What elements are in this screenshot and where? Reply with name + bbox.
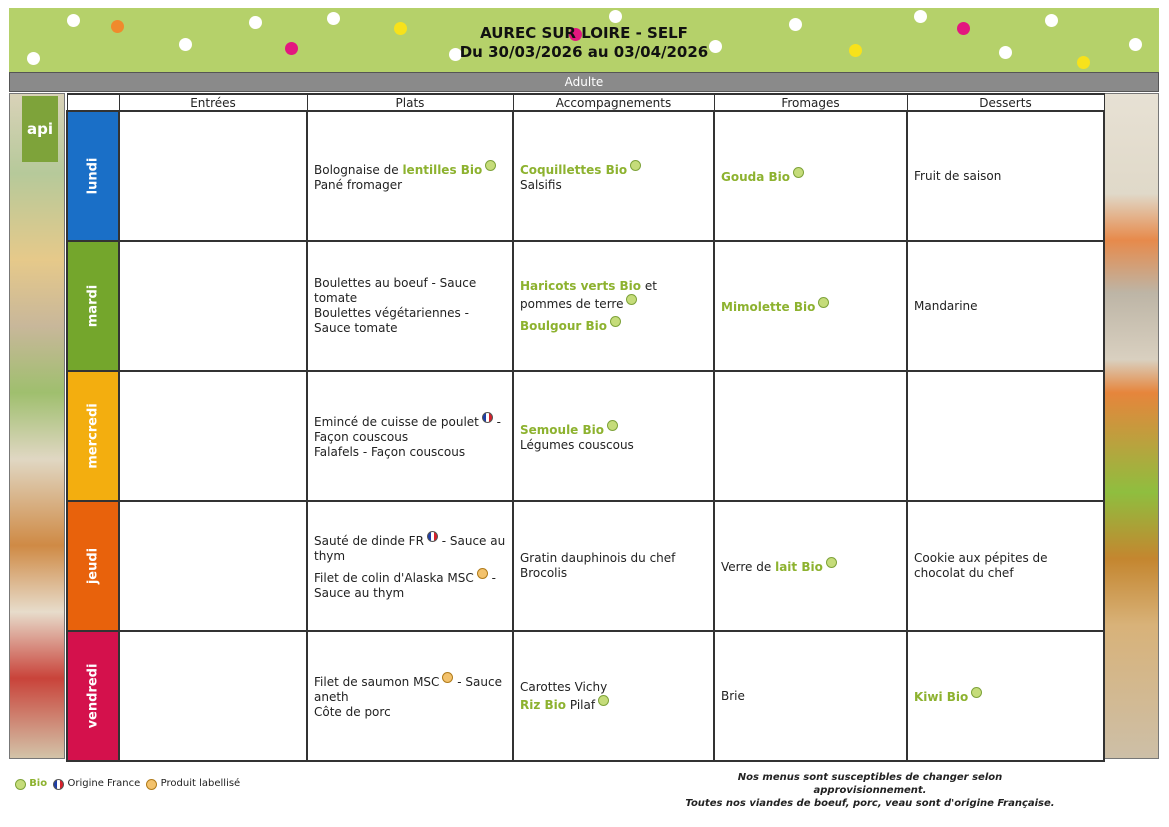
header-entrees: Entrées	[119, 94, 307, 111]
label-icon	[146, 779, 157, 790]
header-desserts: Desserts	[907, 94, 1104, 111]
note-line1: Nos menus sont susceptibles de changer selon approvisionnement.	[737, 772, 1003, 796]
dish-text: Sauté de dinde FR	[314, 534, 424, 548]
dish-text: Boulettes au boeuf - Sauce tomate	[314, 276, 477, 305]
dish-text: Pilaf	[566, 697, 596, 712]
dish-text: Brie	[721, 688, 745, 703]
table-row	[67, 631, 1104, 761]
menu-table	[66, 93, 1105, 762]
table-row	[67, 501, 1104, 631]
fromage-cell	[714, 501, 907, 631]
left-decorative-image	[9, 93, 65, 759]
day-cell-vendredi	[67, 631, 119, 761]
label-icon	[477, 568, 488, 579]
dish-text: Filet de colin d'Alaska MSC	[314, 571, 474, 585]
fromage-cell	[714, 111, 907, 241]
acc-cell	[513, 241, 714, 371]
plats-cell	[307, 241, 513, 371]
dish-text: Fruit de saison	[914, 168, 1002, 183]
dish-text-bio: Kiwi Bio	[914, 690, 969, 704]
day-label: vendredi	[85, 663, 101, 729]
legend-label: Produit labellisé	[160, 778, 241, 789]
title-site: AUREC SUR LOIRE - SELF	[480, 24, 688, 42]
dish-text: Emincé de cuisse de poulet	[314, 415, 479, 429]
dish-text: Légumes couscous	[520, 437, 634, 452]
column-headers	[67, 94, 1104, 111]
bio-icon	[598, 695, 609, 706]
dessert-cell	[907, 631, 1104, 761]
dish-text: Carottes Vichy	[520, 679, 608, 694]
right-decorative-image	[1103, 93, 1159, 759]
api-logo: api	[22, 96, 58, 162]
dish-text: - Sauce au thym	[314, 534, 506, 563]
dish-text-bio: Coquillettes Bio	[520, 162, 628, 177]
bio-icon	[630, 160, 641, 171]
day-cell-mercredi	[67, 371, 119, 501]
dish-text-bio: Semoule Bio	[520, 422, 605, 437]
dish-text: Falafels - Façon couscous	[314, 445, 466, 459]
bio-icon	[793, 167, 804, 178]
france-flag-icon	[482, 412, 493, 423]
dish-text-bio: lentilles Bio	[402, 162, 483, 177]
entree-cell	[119, 631, 307, 761]
dish-text: Cookie aux pépites de chocolat du chef	[914, 551, 1048, 580]
day-label: jeudi	[85, 547, 101, 585]
audience-band: Adulte	[9, 72, 1159, 92]
plats-cell	[307, 631, 513, 761]
label-icon	[442, 672, 453, 683]
dish-text: - Sauce aneth	[314, 675, 502, 704]
entree-cell	[119, 111, 307, 241]
france-flag-icon	[53, 779, 64, 790]
legend-bio: Bio	[29, 778, 48, 789]
dish-text: Filet de saumon MSC	[314, 675, 440, 689]
acc-cell	[513, 371, 714, 501]
dish-text-bio: Haricots verts Bio	[520, 278, 642, 293]
day-cell-mardi	[67, 241, 119, 371]
table-row	[67, 111, 1104, 241]
note-line2: Toutes nos viandes de boeuf, porc, veau sont d'origine Française.	[685, 798, 1055, 809]
acc-cell	[513, 501, 714, 631]
footer-notes	[680, 771, 1060, 810]
dessert-cell	[907, 501, 1104, 631]
title-dates: Du 30/03/2026 au 03/04/2026	[459, 43, 709, 61]
legend	[12, 777, 240, 792]
table-row	[67, 371, 1104, 501]
dish-text: Bolognaise de	[314, 162, 403, 177]
france-flag-icon	[427, 531, 438, 542]
dish-text: et pommes de terre	[520, 278, 657, 311]
dish-text: Brocolis	[520, 566, 568, 580]
plats-cell	[307, 111, 513, 241]
dish-text: Boulettes végétariennes - Sauce tomate	[314, 306, 469, 335]
legend-france: Origine France	[67, 778, 141, 789]
dish-text: - Façon couscous	[314, 415, 502, 444]
dish-text: - Sauce au thym	[314, 571, 496, 600]
dish-text-bio: lait Bio	[775, 560, 823, 574]
dish-text: Mandarine	[914, 298, 978, 313]
bio-icon	[971, 687, 982, 698]
dessert-cell	[907, 111, 1104, 241]
bio-icon	[610, 316, 621, 327]
day-label: lundi	[85, 157, 101, 195]
dish-text: Verre de	[721, 560, 776, 574]
plats-cell	[307, 371, 513, 501]
entree-cell	[119, 371, 307, 501]
header-empty	[67, 94, 119, 111]
dish-text: Côte de porc	[314, 705, 391, 719]
entree-cell	[119, 241, 307, 371]
acc-cell	[513, 631, 714, 761]
entree-cell	[119, 501, 307, 631]
bio-icon	[818, 297, 829, 308]
bio-icon	[826, 557, 837, 568]
dish-text: Salsifis	[520, 177, 562, 192]
bio-icon	[607, 420, 618, 431]
bio-icon	[15, 779, 26, 790]
day-cell-lundi	[67, 111, 119, 241]
day-label: mercredi	[85, 403, 101, 469]
table-row	[67, 241, 1104, 371]
header-accompagnements: Accompagnements	[513, 94, 714, 111]
dish-text: Pané fromager	[314, 177, 403, 192]
header-fromages: Fromages	[714, 94, 907, 111]
dessert-cell	[907, 241, 1104, 371]
plats-cell	[307, 501, 513, 631]
dish-text-bio: Riz Bio	[520, 697, 567, 712]
fromage-cell	[714, 631, 907, 761]
dish-text-bio: Boulgour Bio	[520, 318, 608, 333]
fromage-cell	[714, 241, 907, 371]
header-plats: Plats	[307, 94, 513, 111]
bio-icon	[485, 160, 496, 171]
day-label: mardi	[85, 284, 101, 328]
acc-cell	[513, 111, 714, 241]
dish-text-bio: Gouda Bio	[721, 170, 791, 184]
dessert-cell	[907, 371, 1104, 501]
bio-icon	[626, 294, 637, 305]
dish-text: Gratin dauphinois du chef	[520, 551, 676, 565]
header-banner	[9, 8, 1159, 72]
page-title	[9, 24, 1159, 62]
dish-text-bio: Mimolette Bio	[721, 300, 816, 314]
day-cell-jeudi	[67, 501, 119, 631]
fromage-cell	[714, 371, 907, 501]
